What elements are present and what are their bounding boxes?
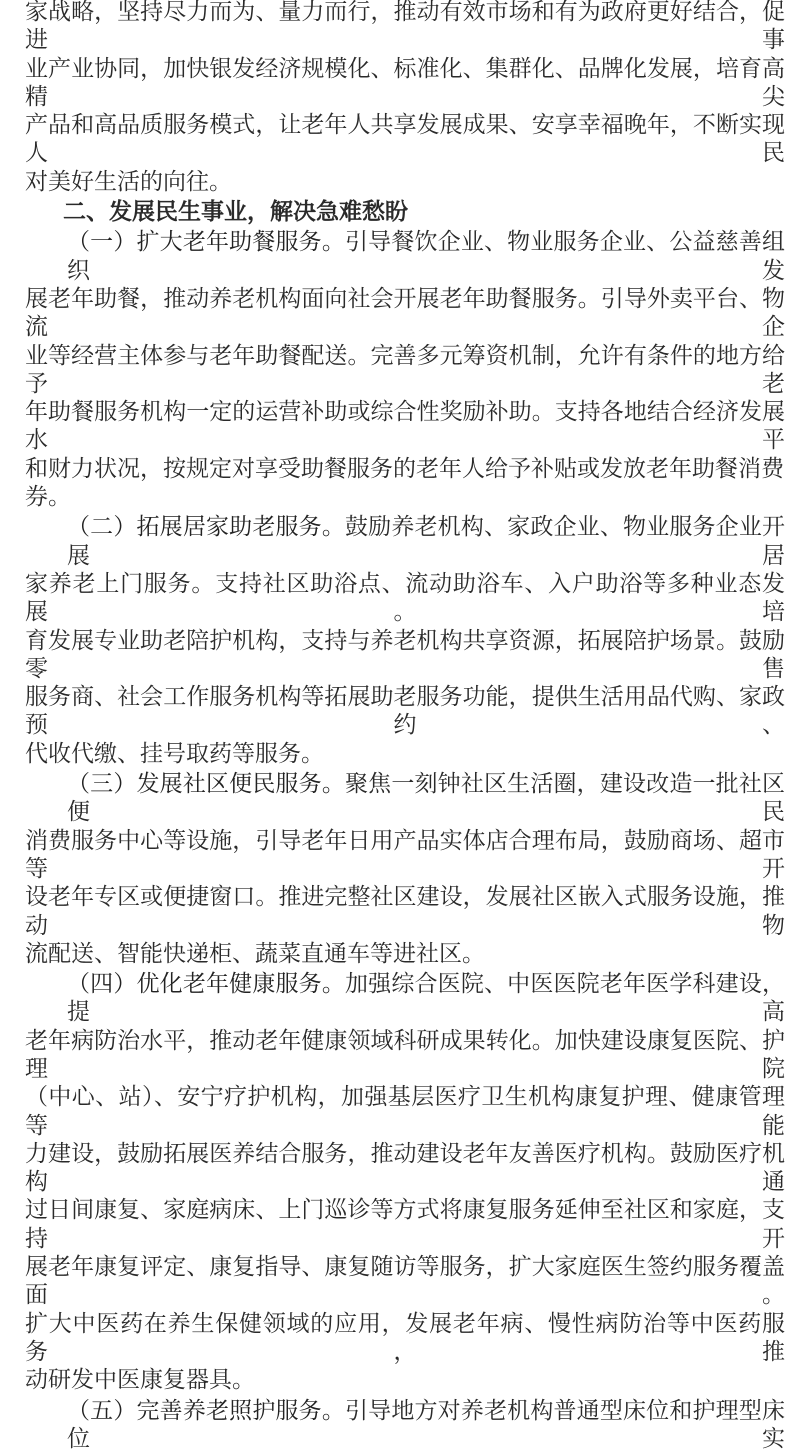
text-line: 老年病防治水平，推动老年健康领域科研成果转化。加快建设康复医院、护理院 xyxy=(25,1027,785,1082)
text-line: 动研发中医康复器具。 xyxy=(25,1367,255,1394)
item-lead-title: （四）优化老年健康服务。 xyxy=(67,971,345,998)
text-line: 力建设，鼓励拓展医养结合服务，推动建设老年友善医疗机构。鼓励医疗机构通 xyxy=(25,1140,785,1196)
text-line: 对美好生活的向往。 xyxy=(25,168,232,195)
document-page xyxy=(25,0,785,1455)
item-first-line xyxy=(25,513,785,570)
text-line: 产品和高品质服务模式，让老年人共享发展成果、安享幸福晚年，不断实现人民 xyxy=(25,112,785,167)
item-paragraph xyxy=(25,970,785,1394)
text-line: 设老年专区或便捷窗口。推进完整社区建设，发展社区嵌入式服务设施，推动物 xyxy=(25,884,785,939)
text-line: 育发展专业助老陪护机构，支持与养老机构共享资源，拓展陪护场景。鼓励零售 xyxy=(25,627,785,682)
section-heading xyxy=(25,198,785,226)
intro-paragraph xyxy=(25,0,785,196)
item-paragraph xyxy=(25,1397,785,1454)
text-line: 流配送、智能快递柜、蔬菜直通车等进社区。 xyxy=(25,940,485,967)
item-first-line xyxy=(25,1397,785,1454)
item-first-line-text: 鼓励养老机构、家政企业、物业服务企业开展居 xyxy=(67,514,786,569)
item-lead-title: （一）扩大老年助餐服务。 xyxy=(67,229,345,256)
item-paragraph xyxy=(25,228,785,511)
item-first-line-text: 加强综合医院、中医医院老年医学科建设，提高 xyxy=(67,971,786,1026)
text-line: 年助餐服务机构一定的运营补助或综合性奖励补助。支持各地结合经济发展水平 xyxy=(25,399,785,454)
item-first-line xyxy=(25,770,785,827)
item-first-line-text: 引导地方对养老机构普通型床位和护理型床位实 xyxy=(67,1397,786,1452)
item-lead-title: （三）发展社区便民服务。 xyxy=(67,771,345,798)
text-line: 消费服务中心等设施，引导老年日用产品实体店合理布局，鼓励商场、超市等开 xyxy=(25,827,785,882)
text-line: 服务商、社会工作服务机构等拓展助老服务功能，提供生活用品代购、家政预约、 xyxy=(25,684,785,739)
item-first-line-text: 聚焦一刻钟社区生活圈，建设改造一批社区便民 xyxy=(67,771,786,826)
item-lead-title: （二）拓展居家助老服务。 xyxy=(67,514,345,541)
item-paragraph xyxy=(25,513,785,768)
text-line: （中心、站）、安宁疗护机构，加强基层医疗卫生机构康复护理、健康管理等能 xyxy=(25,1084,785,1139)
text-line: 展老年康复评定、康复指导、康复随访等服务，扩大家庭医生签约服务覆盖面。 xyxy=(25,1254,785,1309)
text-line: 家战略，坚持尽力而为、量力而行，推动有效市场和有为政府更好结合，促进事 xyxy=(25,0,785,54)
items-container xyxy=(25,228,785,1453)
section-heading-text: 二、发展民生事业，解决急难愁盼 xyxy=(63,199,408,226)
item-first-line xyxy=(25,228,785,285)
text-line: 业等经营主体参与老年助餐配送。完善多元筹资机制，允许有条件的地方给予老 xyxy=(25,342,785,397)
text-line: 展老年助餐，推动养老机构面向社会开展老年助餐服务。引导外卖平台、物流企 xyxy=(25,285,785,341)
text-line: 扩大中医药在养生保健领域的应用，发展老年病、慢性病防治等中医药服务，推 xyxy=(25,1310,785,1365)
text-line: 家养老上门服务。支持社区助浴点、流动助浴车、入户助浴等多种业态发展。培 xyxy=(25,570,785,626)
item-first-line-text: 引导餐饮企业、物业服务企业、公益慈善组织发 xyxy=(67,229,786,284)
text-line: 和财力状况，按规定对享受助餐服务的老年人给予补贴或发放老年助餐消费券。 xyxy=(25,455,784,511)
item-first-line xyxy=(25,970,785,1027)
text-line: 代收代缴、挂号取药等服务。 xyxy=(25,740,324,767)
text-line: 业产业协同，加快银发经济规模化、标准化、集群化、品牌化发展，培育高精尖 xyxy=(25,55,785,110)
text-line: 过日间康复、家庭病床、上门巡诊等方式将康复服务延伸至社区和家庭，支持开 xyxy=(25,1197,785,1252)
item-lead-title: （五）完善养老照护服务。 xyxy=(67,1397,345,1424)
